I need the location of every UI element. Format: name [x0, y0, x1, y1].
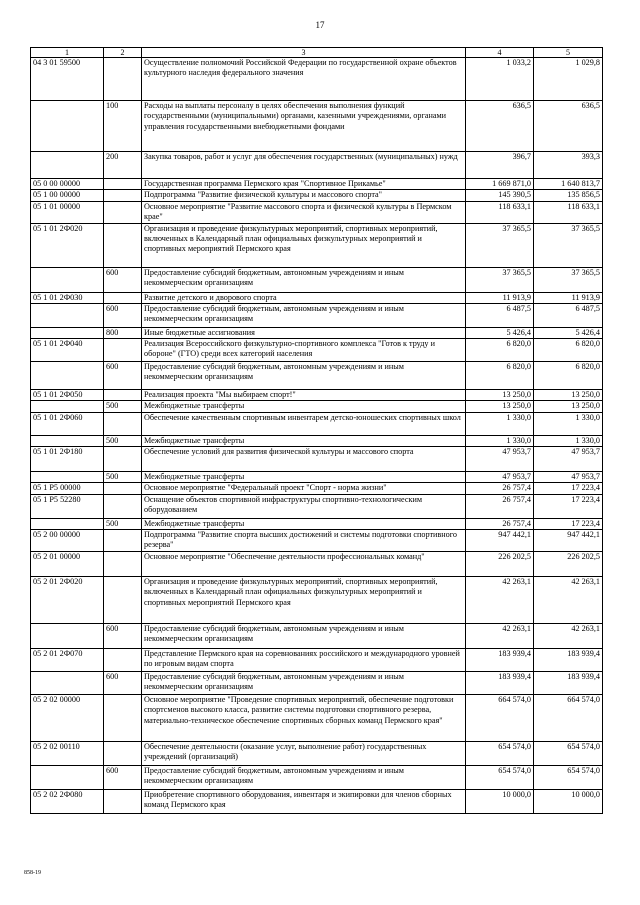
row-name-cell: Закупка товаров, работ и услуг для обеспечения государственных (муниципальных) нужд	[142, 152, 466, 179]
row-value-col4: 1 330,0	[466, 412, 534, 435]
row-value-col4: 947 442,1	[466, 529, 534, 551]
table-row	[31, 339, 603, 362]
row-value-col5: 5 426,4	[534, 327, 603, 338]
row-name-cell: Подпрограмма "Развитие физической культуры и массового спорта"	[142, 190, 466, 201]
row-value-col5: 1 029,8	[534, 58, 603, 101]
row-value-col4: 1 033,2	[466, 58, 534, 101]
row-code-cell	[31, 303, 104, 327]
row-code-cell	[31, 101, 104, 152]
table-row	[31, 201, 603, 223]
row-value-col4: 1 330,0	[466, 435, 534, 446]
row-code-cell: 05 1 P5 00000	[31, 483, 104, 494]
row-value-col5: 183 939,4	[534, 648, 603, 671]
row-value-col4: 6 487,5	[466, 303, 534, 327]
row-value-col5: 37 365,5	[534, 223, 603, 267]
row-code-cell: 05 2 00 00000	[31, 529, 104, 551]
row-name-cell: Основное мероприятие "Развитие массового спорта и физической культуры в Пермском крае"	[142, 201, 466, 223]
row-value-col5: 947 442,1	[534, 529, 603, 551]
row-name-cell: Предоставление субсидий бюджетным, автономным учреждениям и иным некоммерческим организациям	[142, 362, 466, 390]
row-value-col5: 17 223,4	[534, 483, 603, 494]
header-row	[31, 48, 603, 58]
row-code-cell: 05 1 01 2Ф030	[31, 292, 104, 303]
row-code-cell: 05 1 01 00000	[31, 201, 104, 223]
row-type-cell: 600	[104, 765, 142, 789]
table-row	[31, 472, 603, 483]
row-name-cell: Развитие детского и дворового спорта	[142, 292, 466, 303]
row-type-cell	[104, 576, 142, 623]
row-value-col5: 42 263,1	[534, 576, 603, 623]
table-row	[31, 303, 603, 327]
row-code-cell: 05 1 00 00000	[31, 190, 104, 201]
row-name-cell: Основное мероприятие "Федеральный проект "Спорт - норма жизни"	[142, 483, 466, 494]
row-code-cell: 05 2 01 00000	[31, 551, 104, 576]
table-row	[31, 327, 603, 338]
row-type-cell	[104, 551, 142, 576]
row-value-col5: 6 820,0	[534, 362, 603, 390]
row-type-cell	[104, 789, 142, 813]
row-name-cell: Осуществление полномочий Российской Федерации по государственной охране объектов культурного наследия федерального значения	[142, 58, 466, 101]
row-value-col4: 13 250,0	[466, 390, 534, 401]
row-value-col4: 11 913,9	[466, 292, 534, 303]
row-value-col4: 47 953,7	[466, 447, 534, 472]
row-type-cell	[104, 223, 142, 267]
row-type-cell	[104, 292, 142, 303]
table-row	[31, 494, 603, 518]
row-name-cell: Межбюджетные трансферты	[142, 435, 466, 446]
row-type-cell	[104, 179, 142, 190]
row-value-col4: 13 250,0	[466, 401, 534, 412]
row-value-col5: 654 574,0	[534, 765, 603, 789]
row-value-col5: 664 574,0	[534, 694, 603, 741]
table-row	[31, 694, 603, 741]
row-code-cell	[31, 472, 104, 483]
row-name-cell: Иные бюджетные ассигнования	[142, 327, 466, 338]
row-name-cell: Представление Пермского края на соревнованиях российского и международного уровней по игровым видам спорта	[142, 648, 466, 671]
row-value-col5: 226 202,5	[534, 551, 603, 576]
budget-table	[30, 47, 603, 814]
row-code-cell	[31, 401, 104, 412]
table-row	[31, 551, 603, 576]
row-value-col4: 37 365,5	[466, 223, 534, 267]
table-row	[31, 789, 603, 813]
row-value-col5: 1 330,0	[534, 412, 603, 435]
header-col-2: 2	[104, 48, 142, 58]
row-value-col4: 183 939,4	[466, 671, 534, 694]
row-value-col5: 6 487,5	[534, 303, 603, 327]
row-value-col5: 37 365,5	[534, 267, 603, 292]
row-value-col4: 26 757,4	[466, 483, 534, 494]
row-code-cell: 05 2 01 2Ф020	[31, 576, 104, 623]
row-type-cell: 600	[104, 671, 142, 694]
table-row	[31, 765, 603, 789]
row-value-col5: 1 330,0	[534, 435, 603, 446]
row-name-cell: Предоставление субсидий бюджетным, автономным учреждениям и иным некоммерческим организациям	[142, 623, 466, 648]
row-name-cell: Основное мероприятие "Обеспечение деятельности профессиональных команд"	[142, 551, 466, 576]
row-code-cell: 04 3 01 59500	[31, 58, 104, 101]
row-code-cell: 05 2 02 00000	[31, 694, 104, 741]
row-value-col5: 1 640 813,7	[534, 179, 603, 190]
row-value-col4: 664 574,0	[466, 694, 534, 741]
row-value-col5: 10 000,0	[534, 789, 603, 813]
header-col-4: 4	[466, 48, 534, 58]
table-row	[31, 190, 603, 201]
row-code-cell: 05 1 01 2Ф180	[31, 447, 104, 472]
row-type-cell: 600	[104, 303, 142, 327]
row-value-col4: 1 669 871,0	[466, 179, 534, 190]
header-col-5: 5	[534, 48, 603, 58]
table-row	[31, 223, 603, 267]
row-name-cell: Реализация проекта "Мы выбираем спорт!"	[142, 390, 466, 401]
row-name-cell: Оснащение объектов спортивной инфраструктуры спортивно-технологическим оборудованием	[142, 494, 466, 518]
row-type-cell	[104, 339, 142, 362]
row-code-cell	[31, 327, 104, 338]
table-row	[31, 412, 603, 435]
row-code-cell	[31, 362, 104, 390]
row-name-cell: Организация и проведение физкультурных мероприятий, спортивных мероприятий, включенных в Календарный план официальных физкультурных мероприятий и спортивных мероприятий Пермского края	[142, 576, 466, 623]
table-row	[31, 101, 603, 152]
table-row	[31, 483, 603, 494]
row-name-cell: Подпрограмма "Развитие спорта высших достижений и системы подготовки спортивного резерва"	[142, 529, 466, 551]
row-code-cell	[31, 267, 104, 292]
row-value-col4: 10 000,0	[466, 789, 534, 813]
row-code-cell: 05 2 01 2Ф070	[31, 648, 104, 671]
row-name-cell: Государственная программа Пермского края "Спортивное Прикамье"	[142, 179, 466, 190]
row-type-cell	[104, 648, 142, 671]
row-code-cell: 05 1 01 2Ф050	[31, 390, 104, 401]
row-name-cell: Предоставление субсидий бюджетным, автономным учреждениям и иным некоммерческим организациям	[142, 303, 466, 327]
row-code-cell	[31, 623, 104, 648]
row-name-cell: Межбюджетные трансферты	[142, 518, 466, 529]
table-row	[31, 648, 603, 671]
row-code-cell: 05 1 P5 52280	[31, 494, 104, 518]
row-type-cell	[104, 483, 142, 494]
row-value-col4: 26 757,4	[466, 518, 534, 529]
header-col-1: 1	[31, 48, 104, 58]
row-type-cell	[104, 447, 142, 472]
row-code-cell	[31, 671, 104, 694]
row-value-col4: 6 820,0	[466, 339, 534, 362]
table-row	[31, 292, 603, 303]
row-code-cell	[31, 152, 104, 179]
row-value-col4: 226 202,5	[466, 551, 534, 576]
table-row	[31, 623, 603, 648]
row-name-cell: Обеспечение деятельности (оказание услуг, выполнение работ) государственных учреждений (организаций)	[142, 741, 466, 765]
row-code-cell: 05 1 01 2Ф020	[31, 223, 104, 267]
row-value-col5: 13 250,0	[534, 390, 603, 401]
row-type-cell: 600	[104, 267, 142, 292]
table-row	[31, 390, 603, 401]
table-row	[31, 576, 603, 623]
footer-code: 858-19	[24, 870, 41, 876]
row-type-cell	[104, 190, 142, 201]
row-type-cell: 100	[104, 101, 142, 152]
table-row	[31, 267, 603, 292]
row-value-col4: 636,5	[466, 101, 534, 152]
row-value-col4: 42 263,1	[466, 623, 534, 648]
row-name-cell: Предоставление субсидий бюджетным, автономным учреждениям и иным некоммерческим организациям	[142, 765, 466, 789]
row-type-cell: 500	[104, 472, 142, 483]
table-row	[31, 179, 603, 190]
row-type-cell	[104, 390, 142, 401]
row-value-col5: 636,5	[534, 101, 603, 152]
row-value-col4: 47 953,7	[466, 472, 534, 483]
row-code-cell: 05 1 01 2Ф040	[31, 339, 104, 362]
row-type-cell	[104, 529, 142, 551]
row-type-cell: 800	[104, 327, 142, 338]
table-row	[31, 401, 603, 412]
page-number: 17	[315, 20, 325, 30]
row-value-col5: 393,3	[534, 152, 603, 179]
row-code-cell: 05 0 00 00000	[31, 179, 104, 190]
row-type-cell	[104, 494, 142, 518]
row-value-col5: 135 856,5	[534, 190, 603, 201]
row-type-cell: 600	[104, 362, 142, 390]
table-row	[31, 362, 603, 390]
row-type-cell: 500	[104, 518, 142, 529]
row-type-cell: 600	[104, 623, 142, 648]
row-value-col5: 11 913,9	[534, 292, 603, 303]
row-value-col4: 6 820,0	[466, 362, 534, 390]
row-name-cell: Обеспечение условий для развития физической культуры и массового спорта	[142, 447, 466, 472]
row-code-cell: 05 1 01 2Ф060	[31, 412, 104, 435]
row-name-cell: Межбюджетные трансферты	[142, 472, 466, 483]
row-code-cell: 05 2 02 00110	[31, 741, 104, 765]
table-row	[31, 671, 603, 694]
row-type-cell	[104, 694, 142, 741]
row-code-cell	[31, 765, 104, 789]
row-value-col5: 47 953,7	[534, 472, 603, 483]
row-value-col5: 654 574,0	[534, 741, 603, 765]
row-value-col4: 118 633,1	[466, 201, 534, 223]
row-value-col5: 42 263,1	[534, 623, 603, 648]
row-value-col5: 17 223,4	[534, 518, 603, 529]
row-value-col4: 37 365,5	[466, 267, 534, 292]
table-row	[31, 518, 603, 529]
row-value-col4: 26 757,4	[466, 494, 534, 518]
row-value-col4: 654 574,0	[466, 741, 534, 765]
row-value-col4: 145 390,5	[466, 190, 534, 201]
header-col-3: 3	[142, 48, 466, 58]
row-type-cell	[104, 201, 142, 223]
row-name-cell: Основное мероприятие "Проведение спортивных мероприятий, обеспечение подготовки спортсменов высокого класса, развитие системы подготовки спортивного резерва, материально-техническое обеспечение спортивных сборных команд Пермского края"	[142, 694, 466, 741]
row-name-cell: Расходы на выплаты персоналу в целях обеспечения выполнения функций государственными (муниципальными) органами, казенными учреждениями, органами управления государственными внебюджетными фондами	[142, 101, 466, 152]
row-name-cell: Обеспечение качественным спортивным инвентарем детско-юношеских спортивных школ	[142, 412, 466, 435]
row-value-col5: 13 250,0	[534, 401, 603, 412]
row-type-cell: 500	[104, 435, 142, 446]
row-value-col5: 118 633,1	[534, 201, 603, 223]
row-value-col5: 17 223,4	[534, 494, 603, 518]
row-name-cell: Реализация Всероссийского физкультурно-спортивного комплекса "Готов к труду и обороне" (ГТО) среди всех категорий населения	[142, 339, 466, 362]
table-row	[31, 58, 603, 101]
row-value-col4: 654 574,0	[466, 765, 534, 789]
row-value-col4: 42 263,1	[466, 576, 534, 623]
row-code-cell	[31, 435, 104, 446]
row-name-cell: Приобретение спортивного оборудования, инвентаря и экипировки для членов сборных команд Пермского края	[142, 789, 466, 813]
row-value-col4: 5 426,4	[466, 327, 534, 338]
row-code-cell	[31, 518, 104, 529]
row-type-cell: 200	[104, 152, 142, 179]
row-type-cell	[104, 412, 142, 435]
table-row	[31, 447, 603, 472]
table-row	[31, 152, 603, 179]
table-row	[31, 435, 603, 446]
table-row	[31, 741, 603, 765]
row-value-col4: 396,7	[466, 152, 534, 179]
row-value-col5: 47 953,7	[534, 447, 603, 472]
table-body	[31, 58, 603, 814]
row-name-cell: Предоставление субсидий бюджетным, автономным учреждениям и иным некоммерческим организациям	[142, 267, 466, 292]
row-type-cell	[104, 741, 142, 765]
row-value-col4: 183 939,4	[466, 648, 534, 671]
row-value-col5: 183 939,4	[534, 671, 603, 694]
row-name-cell: Предоставление субсидий бюджетным, автономным учреждениям и иным некоммерческим организациям	[142, 671, 466, 694]
row-type-cell: 500	[104, 401, 142, 412]
row-type-cell	[104, 58, 142, 101]
row-name-cell: Организация и проведение физкультурных мероприятий, спортивных мероприятий, включенных в Календарный план официальных физкультурных мероприятий и спортивных мероприятий Пермского края	[142, 223, 466, 267]
row-value-col5: 6 820,0	[534, 339, 603, 362]
row-name-cell: Межбюджетные трансферты	[142, 401, 466, 412]
row-code-cell: 05 2 02 2Ф080	[31, 789, 104, 813]
table-row	[31, 529, 603, 551]
